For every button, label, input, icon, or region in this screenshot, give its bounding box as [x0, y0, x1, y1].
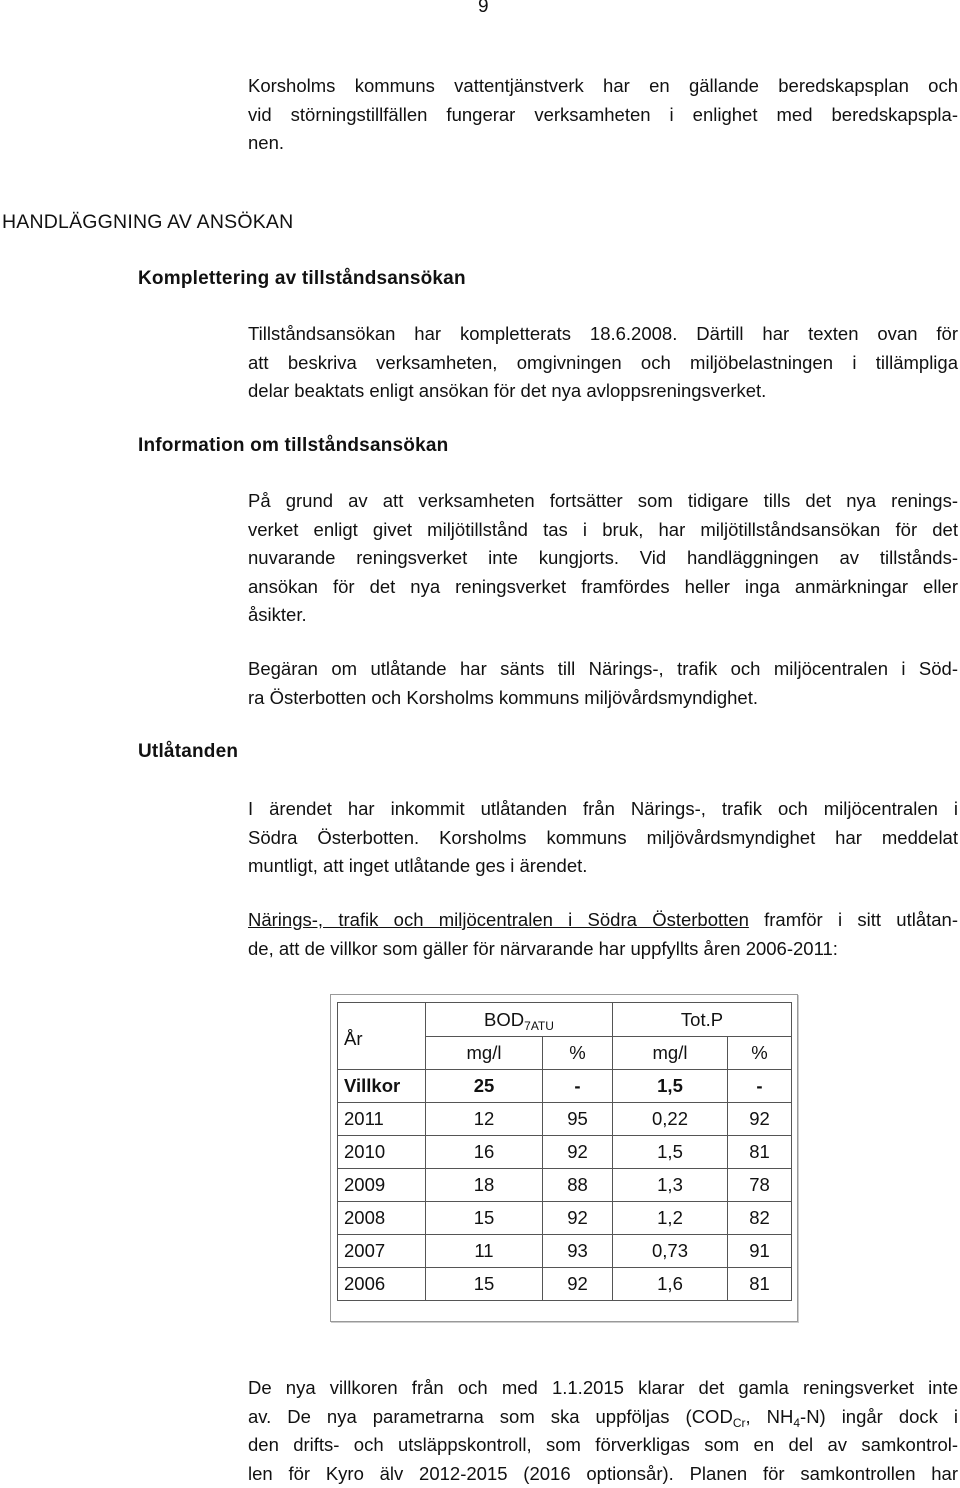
conditions-table-frame — [330, 994, 798, 1322]
komplettering-heading: Komplettering av tillståndsansökan — [138, 268, 466, 290]
text-line — [248, 1403, 958, 1432]
information-paragraph-1 — [248, 487, 958, 630]
value-cell: 1,5 — [613, 1136, 728, 1169]
information-heading: Information om tillståndsansökan — [138, 435, 448, 457]
text-line: delar beaktats enligt ansökan för det nya avloppsreningsverket. — [248, 377, 958, 406]
header-totp: Tot.P — [613, 1003, 792, 1037]
year-cell: 2007 — [338, 1235, 426, 1268]
text-line: De nya villkoren från och med 1.1.2015 klarar det gamla reningsverket inte — [248, 1374, 958, 1403]
year-cell: 2006 — [338, 1268, 426, 1301]
text-line: verket enligt givet miljötillstånd tas i bruk, har miljötillståndsansökan för det — [248, 516, 958, 545]
information-paragraph-2 — [248, 655, 958, 712]
year-cell: 2010 — [338, 1136, 426, 1169]
text-line: Korsholms kommuns vattentjänstverk har en gällande beredskapsplan och — [248, 72, 958, 101]
value-cell: 91 — [728, 1235, 792, 1268]
text-line: nuvarande reningsverket inte kungjorts. Vid handläggningen av tillstånds- — [248, 544, 958, 573]
value-cell: 1,3 — [613, 1169, 728, 1202]
text-line: den drifts- och utsläppskontroll, som förverkligas som en del av samkontrol- — [248, 1431, 958, 1460]
year-cell: 2011 — [338, 1103, 426, 1136]
text-line: muntligt, att inget utlåtande ges i ärendet. — [248, 852, 958, 881]
text-segment: av. De nya parametrarna som ska uppföljas (COD — [248, 1406, 733, 1427]
text-segment: framför i sitt utlåtan- — [749, 909, 958, 930]
villkor-cell: 25 — [426, 1070, 543, 1103]
text-line: I ärendet har inkommit utlåtanden från Närings-, trafik och miljöcentralen i — [248, 795, 958, 824]
villkor-row — [338, 1070, 792, 1103]
intro-paragraph — [248, 72, 958, 158]
value-cell: 92 — [543, 1202, 613, 1235]
value-cell: 81 — [728, 1136, 792, 1169]
closing-paragraph — [248, 1374, 958, 1488]
value-cell: 81 — [728, 1268, 792, 1301]
villkor-cell: - — [728, 1070, 792, 1103]
text-line: len för Kyro älv 2012-2015 (2016 optionsår). Planen för samkontrollen har — [248, 1460, 958, 1488]
table-row — [338, 1103, 792, 1136]
value-cell: 15 — [426, 1268, 543, 1301]
authority-name: Närings-, trafik och miljöcentralen i Södra Österbotten — [248, 909, 749, 930]
table-row — [338, 1136, 792, 1169]
value-cell: 16 — [426, 1136, 543, 1169]
text-line: de, att de villkor som gäller för närvarande har uppfyllts åren 2006-2011: — [248, 935, 958, 964]
value-cell: 11 — [426, 1235, 543, 1268]
value-cell: 18 — [426, 1169, 543, 1202]
villkor-cell: 1,5 — [613, 1070, 728, 1103]
value-cell: 0,22 — [613, 1103, 728, 1136]
utlatanden-paragraph-1 — [248, 795, 958, 881]
text-segment: -N) ingår dock i — [800, 1406, 958, 1427]
subscript: Cr — [733, 1416, 746, 1430]
value-cell: 88 — [543, 1169, 613, 1202]
page-number: 9 — [478, 0, 489, 18]
text-line — [248, 906, 958, 935]
table-row — [338, 1202, 792, 1235]
table-row — [338, 1268, 792, 1301]
value-cell: 1,2 — [613, 1202, 728, 1235]
header-bod — [426, 1003, 613, 1037]
value-cell: 12 — [426, 1103, 543, 1136]
value-cell: 78 — [728, 1169, 792, 1202]
utlatanden-paragraph-2 — [248, 906, 958, 963]
value-cell: 92 — [543, 1268, 613, 1301]
villkor-cell: - — [543, 1070, 613, 1103]
text-line: att beskriva verksamheten, omgivningen och miljöbelastningen i tillämpliga — [248, 349, 958, 378]
text-line: Tillståndsansökan har kompletterats 18.6.2008. Därtill har texten ovan för — [248, 320, 958, 349]
text-line: vid störningstillfällen fungerar verksamheten i enlighet med beredskapspla- — [248, 101, 958, 130]
unit-cell: % — [728, 1037, 792, 1070]
table-row — [338, 1169, 792, 1202]
unit-cell: % — [543, 1037, 613, 1070]
unit-cell: mg/l — [613, 1037, 728, 1070]
text-line: Södra Österbotten. Korsholms kommuns miljövårdsmyndighet har meddelat — [248, 824, 958, 853]
conditions-table — [337, 1002, 792, 1301]
value-cell: 93 — [543, 1235, 613, 1268]
value-cell: 92 — [728, 1103, 792, 1136]
value-cell: 1,6 — [613, 1268, 728, 1301]
text-line: ansökan för det nya reningsverket framfördes heller inga anmärkningar eller — [248, 573, 958, 602]
utlatanden-heading: Utlåtanden — [138, 741, 238, 763]
section-title: HANDLÄGGNING AV ANSÖKAN — [2, 211, 293, 234]
table-row — [338, 1235, 792, 1268]
header-bod-sub: 7ATU — [524, 1019, 554, 1033]
text-line: Begäran om utlåtande har sänts till Närings-, trafik och miljöcentralen i Söd- — [248, 655, 958, 684]
subscript: 4 — [793, 1416, 800, 1430]
header-bod-label: BOD — [484, 1009, 524, 1030]
text-line: ra Österbotten och Korsholms kommuns miljövårdsmyndighet. — [248, 684, 958, 713]
text-line: åsikter. — [248, 601, 958, 630]
villkor-label: Villkor — [338, 1070, 426, 1103]
value-cell: 15 — [426, 1202, 543, 1235]
value-cell: 82 — [728, 1202, 792, 1235]
year-cell: 2009 — [338, 1169, 426, 1202]
value-cell: 95 — [543, 1103, 613, 1136]
text-line: nen. — [248, 129, 958, 158]
value-cell: 92 — [543, 1136, 613, 1169]
text-segment: , NH — [745, 1406, 793, 1427]
year-cell: 2008 — [338, 1202, 426, 1235]
unit-cell: mg/l — [426, 1037, 543, 1070]
header-year: År — [338, 1003, 426, 1070]
value-cell: 0,73 — [613, 1235, 728, 1268]
komplettering-paragraph — [248, 320, 958, 406]
text-line: På grund av att verksamheten fortsätter som tidigare tills det nya renings- — [248, 487, 958, 516]
